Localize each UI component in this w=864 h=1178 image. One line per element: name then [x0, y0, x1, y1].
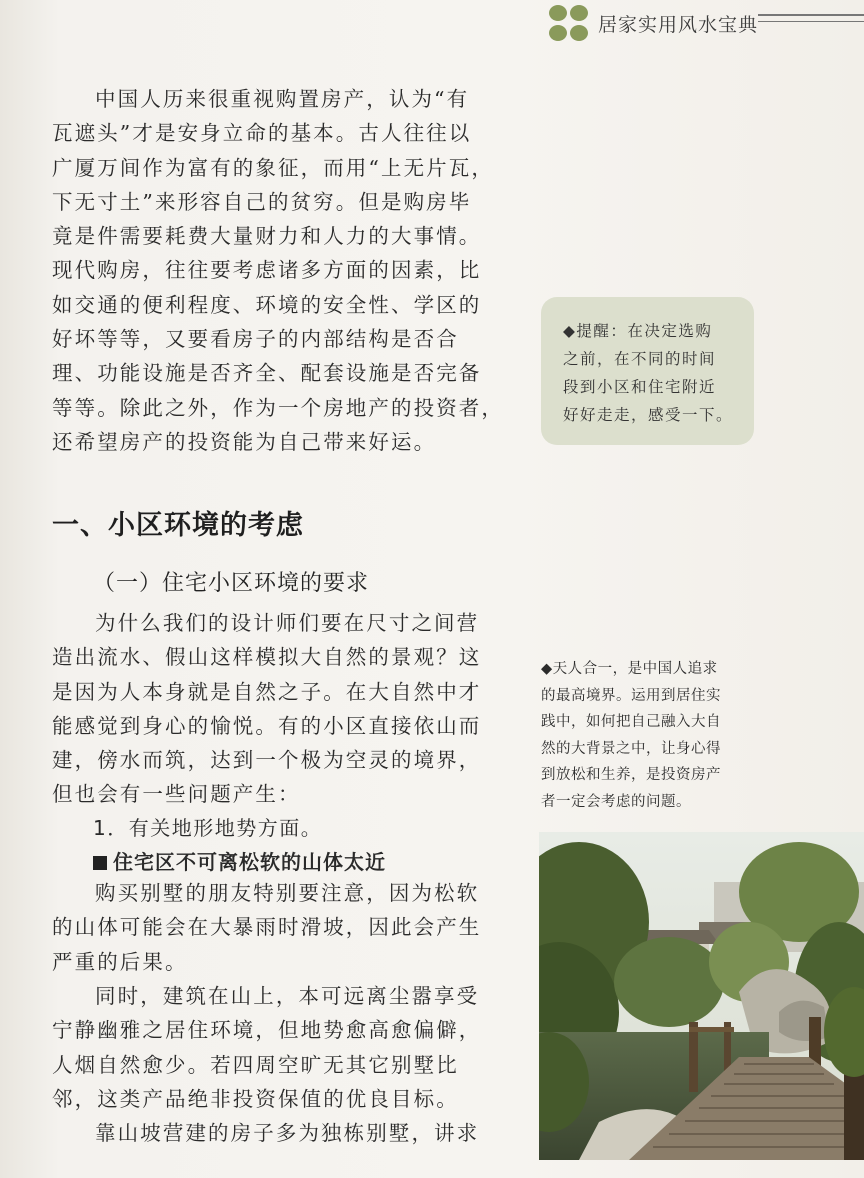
caption-line: 践中，如何把自己融入大自	[541, 714, 721, 730]
caption-line: 到放松和生养，是投资房产	[541, 767, 721, 783]
text-line: 等等。除此之外，作为一个房地产的投资者，	[52, 395, 504, 420]
section-paragraph	[52, 606, 517, 812]
subheading	[93, 846, 386, 875]
text-line: 现代购房，往往要考虑诸多方面的因素，比	[52, 258, 482, 283]
tip-line: ◆提醒：在决定选购	[563, 322, 713, 340]
intro-paragraph	[52, 82, 517, 459]
tip-line: 之前，在不同的时间	[563, 350, 717, 368]
caption-line: ◆天人合一，是中国人追求	[541, 661, 718, 677]
text-line: 靠山坡营建的房子多为独栋别墅，讲求	[95, 1121, 480, 1145]
text-line: 好坏等等，又要看房子的内部结构是否合	[52, 327, 459, 352]
text-line: 但也会有一些问题产生：	[52, 782, 301, 807]
text-line: 竟是件需要耗费大量财力和人力的大事情。	[52, 224, 482, 249]
text-line: 购买别墅的朋友特别要注意，因为松软	[95, 881, 480, 905]
four-leaf-logo-icon	[549, 5, 593, 43]
photo-caption	[541, 656, 771, 815]
paragraph-b	[52, 979, 517, 1116]
header-rule-lines	[758, 14, 864, 28]
caption-line: 者一定会考虑的问题。	[541, 793, 691, 810]
text-line: 宁静幽雅之居住环境，但地势愈高愈偏僻，	[52, 1018, 482, 1043]
text-line: 人烟自然愈少。若四周空旷无其它别墅比	[52, 1052, 459, 1077]
paragraph-c	[52, 1116, 517, 1150]
text-line: 下无寸土”来形容自己的贫穷。但是购房毕	[52, 189, 472, 214]
text-line: 理、功能设施是否齐全、配套设施是否完备	[52, 361, 482, 386]
book-title: 居家实用风水宝典	[598, 14, 759, 36]
text-line: 同时，建筑在山上，本可远离尘嚣享受	[95, 984, 480, 1008]
tip-line: 段到小区和住宅附近	[563, 378, 717, 396]
text-line: 造出流水、假山这样模拟大自然的景观？这	[52, 645, 482, 670]
text-line: 为什么我们的设计师们要在尺寸之间营	[95, 611, 480, 635]
square-bullet-icon	[93, 856, 107, 870]
text-line: 如交通的便利程度、环境的安全性、学区的	[52, 292, 482, 317]
text-line: 的山体可能会在大暴雨时滑坡，因此会产生	[52, 915, 482, 940]
text-line: 广厦万间作为富有的象征，而用“上无片瓦，	[52, 155, 494, 180]
tip-box	[541, 297, 754, 445]
subsection-title: （一）住宅小区环境的要求	[93, 571, 370, 596]
text-line: 能感觉到身心的愉悦。有的小区直接依山而	[52, 713, 482, 738]
caption-line: 然的大背景之中，让身心得	[541, 740, 721, 757]
page-header	[0, 0, 864, 50]
text-line: 中国人历来很重视购置房产，认为“有	[95, 87, 470, 111]
tip-line: 好好走走，感受一下。	[563, 406, 734, 424]
text-line: 还希望房产的投资能为自己带来好运。	[52, 429, 437, 454]
text-line: 是因为人本身就是自然之子。在大自然中才	[52, 679, 482, 704]
section-title: 一、小区环境的考虑	[52, 510, 304, 541]
text-line: 建，傍水而筑，达到一个极为空灵的境界，	[52, 748, 482, 773]
text-line: 瓦遮头”才是安身立命的基本。古人往往以	[52, 121, 472, 146]
subheading-text: 住宅区不可离松软的山体太近	[113, 850, 386, 874]
garden-photo	[539, 832, 864, 1160]
text-line: 严重的后果。	[52, 949, 188, 974]
paragraph-a	[52, 876, 517, 979]
text-line: 邻，这类产品绝非投资保值的优良目标。	[52, 1086, 459, 1111]
list-item-1: 1．有关地形地势方面。	[93, 816, 323, 840]
caption-line: 的最高境界。运用到居住实	[541, 687, 721, 704]
